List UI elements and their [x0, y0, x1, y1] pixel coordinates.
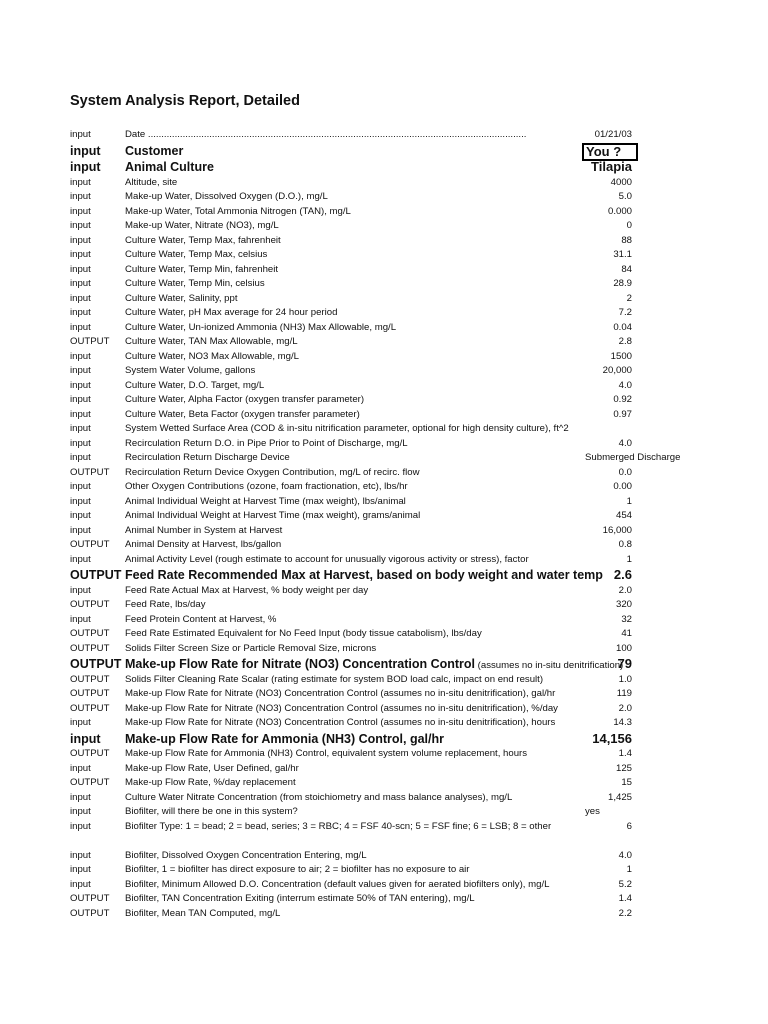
report-row [0, 567, 768, 583]
report-row [0, 878, 768, 892]
row-description: Culture Water, pH Max average for 24 hour period [125, 307, 338, 318]
row-description: Culture Water, Temp Max, celsius [125, 249, 268, 260]
report-row [0, 627, 768, 641]
row-description: Biofilter, Minimum Allowed D.O. Concentration (default values given for aerated biofilters only), mg/L [125, 878, 550, 890]
row-type: input [70, 864, 91, 875]
row-description: Biofilter, Dissolved Oxygen Concentration Entering, mg/L [125, 849, 367, 861]
row-type: input [70, 849, 91, 861]
row-value: 6 [626, 820, 632, 832]
row-value: 28.9 [613, 278, 632, 289]
row-description: Culture Water, Temp Max, fahrenheit [125, 234, 281, 246]
row-value: 0.97 [613, 408, 632, 420]
row-type: input [70, 481, 91, 492]
report-row [0, 159, 768, 175]
report-row [0, 892, 768, 906]
row-type: input [70, 553, 91, 565]
report-row [0, 642, 768, 656]
row-value: yes [585, 806, 600, 817]
row-value: 79 [617, 656, 632, 671]
row-type: OUTPUT [70, 702, 110, 714]
row-description: Culture Water, TAN Max Allowable, mg/L [125, 336, 298, 347]
row-description: Culture Water, D.O. Target, mg/L [125, 379, 265, 391]
row-type: input [70, 249, 91, 260]
report-row [0, 219, 768, 233]
row-type: input [70, 205, 91, 217]
row-type: input [70, 791, 91, 803]
row-description: Feed Rate Actual Max at Harvest, % body weight per day [125, 584, 369, 596]
report-row [0, 205, 768, 219]
row-type: input [70, 292, 91, 304]
row-description: Biofilter, Mean TAN Computed, mg/L [125, 907, 281, 919]
row-type: OUTPUT [70, 907, 110, 919]
row-type: input [70, 731, 101, 746]
row-type: input [70, 452, 91, 463]
report-row [0, 451, 768, 465]
row-description: Feed Protein Content at Harvest, % [125, 613, 277, 625]
row-value: 41 [621, 628, 632, 639]
report-row [0, 524, 768, 538]
row-value: 4.0 [618, 379, 632, 391]
row-value: 1 [626, 495, 632, 507]
row-description: Culture Water, Salinity, ppt [125, 292, 238, 304]
row-description: Animal Density at Harvest, lbs/gallon [125, 539, 282, 550]
row-description: Feed Rate Estimated Equivalent for No Feed Input (body tissue catabolism), lbs/day [125, 628, 482, 639]
row-value: 20,000 [602, 365, 632, 376]
report-row [0, 234, 768, 248]
report-row [0, 480, 768, 494]
row-value: 84 [621, 263, 632, 275]
row-description: Culture Water, Temp Min, fahrenheit [125, 263, 279, 275]
row-type: input [70, 321, 91, 333]
row-value: 320 [615, 599, 632, 610]
row-value: 454 [615, 510, 632, 521]
row-description: Make-up Flow Rate for Ammonia (NH3) Control, gal/hr [125, 731, 444, 746]
row-value: 5.0 [618, 191, 632, 202]
row-description: Solids Filter Screen Size or Particle Removal Size, microns [125, 642, 377, 654]
row-value: 1.4 [618, 748, 632, 759]
report-row [0, 834, 768, 848]
report-title: System Analysis Report, Detailed [70, 93, 300, 109]
row-value: 1 [626, 553, 632, 565]
row-description: Culture Water, Un-ionized Ammonia (NH3) Max Allowable, mg/L [125, 321, 397, 333]
row-type: input [70, 160, 101, 174]
row-description: Animal Number in System at Harvest [125, 524, 283, 536]
row-value: 0.92 [613, 394, 632, 405]
report-row [0, 422, 768, 436]
row-type: input [70, 584, 91, 596]
row-type: input [70, 613, 91, 625]
report-row [0, 437, 768, 451]
row-description: Animal Individual Weight at Harvest Time (max weight), lbs/animal [125, 495, 406, 507]
report-row [0, 263, 768, 277]
row-description: Make-up Water, Dissolved Oxygen (D.O.), mg/L [125, 191, 328, 202]
report-row [0, 495, 768, 509]
row-description: Culture Water, Beta Factor (oxygen transfer parameter) [125, 408, 360, 420]
report-row [0, 306, 768, 320]
row-description: Biofilter Type: 1 = bead; 2 = bead, series; 3 = RBC; 4 = FSF 40-scn; 5 = FSF fine; 6 = LSB; 8 = other [125, 820, 552, 832]
row-value: 14,156 [592, 730, 632, 746]
row-type: OUTPUT [70, 673, 110, 685]
row-type: input [70, 437, 91, 449]
row-description: Feed Rate, lbs/day [125, 599, 206, 610]
row-type: input [70, 878, 91, 890]
row-type: input [70, 143, 101, 158]
row-type: input [70, 365, 91, 376]
row-value: 32 [621, 613, 632, 625]
row-type: OUTPUT [70, 777, 110, 788]
row-value: 2.8 [618, 336, 632, 347]
report-row [0, 584, 768, 598]
row-type: input [70, 524, 91, 536]
row-type: OUTPUT [70, 688, 110, 699]
report-row [0, 379, 768, 393]
row-value: 7.2 [618, 307, 632, 318]
report-row [0, 687, 768, 701]
row-type: input [70, 307, 91, 318]
report-row [0, 849, 768, 863]
row-type: OUTPUT [70, 539, 110, 550]
row-value: 125 [615, 762, 632, 774]
row-type: input [70, 806, 91, 817]
report-row [0, 128, 768, 142]
row-type: input [70, 234, 91, 246]
row-value: 2 [626, 292, 632, 304]
report-row [0, 598, 768, 612]
row-value: 2.0 [618, 584, 632, 596]
row-value: 2.6 [613, 567, 632, 582]
row-value: 31.1 [613, 249, 632, 260]
report-row [0, 702, 768, 716]
report-row [0, 350, 768, 364]
row-description: Animal Individual Weight at Harvest Time (max weight), grams/animal [125, 510, 421, 521]
report-row [0, 292, 768, 306]
row-type: input [70, 263, 91, 275]
row-type: OUTPUT [70, 628, 110, 639]
report-row [0, 805, 768, 819]
row-description: System Water Volume, gallons [125, 365, 256, 376]
row-value: 0.04 [613, 321, 632, 333]
row-type: input [70, 408, 91, 420]
report-row [0, 613, 768, 627]
row-value: 4.0 [618, 437, 632, 449]
row-value: 1.0 [618, 673, 632, 685]
report-row [0, 248, 768, 262]
row-type: input [70, 350, 91, 362]
row-type: input [70, 762, 91, 774]
row-type: input [70, 820, 91, 832]
row-value: 0.000 [607, 205, 632, 217]
report-row [0, 731, 768, 747]
row-description: Culture Water, Temp Min, celsius [125, 278, 265, 289]
row-description: Customer [125, 143, 184, 158]
row-value: 2.2 [618, 907, 632, 919]
report-row [0, 791, 768, 805]
report-row [0, 364, 768, 378]
row-description: Biofilter, 1 = biofilter has direct exposure to air; 2 = biofilter has no exposure to air [125, 864, 470, 875]
report-row [0, 553, 768, 567]
row-description: System Wetted Surface Area (COD & in-situ nitrification parameter, optional for high density culture), ft^2 [125, 423, 569, 434]
row-description: Make-up Flow Rate for Nitrate (NO3) Concentration Control (assumes no in-situ denitrification) [125, 657, 624, 671]
customer-value-box: You ? [582, 143, 638, 161]
row-type: input [70, 278, 91, 289]
row-value: 119 [616, 688, 632, 699]
row-description: Make-up Water, Total Ammonia Nitrogen (TAN), mg/L [125, 205, 351, 217]
row-description: Make-up Flow Rate for Nitrate (NO3) Concentration Control (assumes no in-situ denitrification), hours [125, 717, 556, 728]
report-row [0, 143, 768, 159]
row-description: Make-up Flow Rate for Ammonia (NH3) Control, equivalent system volume replacement, hours [125, 748, 528, 759]
row-description: Make-up Water, Nitrate (NO3), mg/L [125, 220, 279, 231]
report-row [0, 762, 768, 776]
report-row [0, 716, 768, 730]
row-value: 100 [615, 642, 632, 654]
row-description: Date .............................................................................................................................................. [125, 129, 527, 140]
row-type: OUTPUT [70, 657, 122, 671]
row-value: 1,425 [607, 791, 632, 803]
row-type: input [70, 394, 91, 405]
row-description: Biofilter, TAN Concentration Exiting (interrum estimate 50% of TAN entering), mg/L [125, 893, 475, 904]
row-type: input [70, 423, 91, 434]
row-description: Animal Activity Level (rough estimate to account for unusually vigorous activity or stress), factor [125, 553, 529, 565]
row-type: OUTPUT [70, 893, 110, 904]
row-description: Recirculation Return Discharge Device [125, 452, 290, 463]
row-description: Animal Culture [125, 160, 214, 174]
row-type: input [70, 191, 91, 202]
row-value: 01/21/03 [594, 129, 632, 140]
report-row [0, 393, 768, 407]
row-type: OUTPUT [70, 748, 110, 759]
row-description: Culture Water, NO3 Max Allowable, mg/L [125, 350, 299, 362]
report-row [0, 907, 768, 921]
row-value: 15 [621, 777, 632, 788]
row-description: Biofilter, will there be one in this system? [125, 806, 298, 817]
row-value: 2.0 [618, 702, 632, 714]
row-value: 1.4 [618, 893, 632, 904]
report-row [0, 673, 768, 687]
report-row [0, 820, 768, 834]
row-description: Other Oxygen Contributions (ozone, foam fractionation, etc), lbs/hr [125, 481, 408, 492]
row-value: 4000 [610, 176, 632, 188]
row-value: 1 [626, 864, 632, 875]
row-type: input [70, 495, 91, 507]
row-type: input [70, 220, 91, 231]
report-row [0, 466, 768, 480]
row-type: OUTPUT [70, 568, 122, 582]
row-description: Culture Water, Alpha Factor (oxygen transfer parameter) [125, 394, 365, 405]
row-type: input [70, 717, 91, 728]
row-description: Recirculation Return D.O. in Pipe Prior to Point of Discharge, mg/L [125, 437, 408, 449]
report-row [0, 176, 768, 190]
row-value: 5.2 [618, 878, 632, 890]
row-value: 0 [626, 220, 632, 231]
row-type: input [70, 129, 91, 140]
row-description: Recirculation Return Device Oxygen Contribution, mg/L of recirc. flow [125, 466, 420, 478]
row-value: 0.0 [618, 466, 632, 478]
row-description: Altitude, site [125, 176, 178, 188]
row-value: Tilapia [591, 159, 632, 174]
row-type: OUTPUT [70, 599, 110, 610]
report-row [0, 321, 768, 335]
row-type: input [70, 510, 91, 521]
row-value: 88 [621, 234, 632, 246]
row-description: Make-up Flow Rate for Nitrate (NO3) Concentration Control (assumes no in-situ denitrification), gal/hr [125, 688, 556, 699]
row-description: Make-up Flow Rate, %/day replacement [125, 777, 296, 788]
row-type: input [70, 379, 91, 391]
row-description: Feed Rate Recommended Max at Harvest, based on body weight and water temp [125, 568, 603, 582]
row-type: OUTPUT [70, 336, 110, 347]
row-value: 0.00 [613, 481, 632, 492]
report-row [0, 408, 768, 422]
report-row [0, 277, 768, 291]
row-description: Solids Filter Cleaning Rate Scalar (rating estimate for system BOD load calc, impact on end result) [125, 673, 544, 685]
row-description: Make-up Flow Rate for Nitrate (NO3) Concentration Control (assumes no in-situ denitrification), %/day [125, 702, 558, 714]
row-value: 16,000 [602, 524, 632, 536]
row-type: OUTPUT [70, 466, 110, 478]
report-row [0, 776, 768, 790]
row-value: 14.3 [613, 717, 632, 728]
report-row [0, 190, 768, 204]
row-value: Submerged Discharge [585, 452, 681, 463]
report-row [0, 656, 768, 672]
row-type: OUTPUT [70, 642, 110, 654]
row-type: input [70, 176, 91, 188]
report-row [0, 747, 768, 761]
row-value: 0.8 [618, 539, 632, 550]
row-value: 1500 [610, 350, 632, 362]
row-description: Culture Water Nitrate Concentration (from stoichiometry and mass balance analyses), mg/L [125, 791, 513, 803]
report-row [0, 335, 768, 349]
report-row [0, 509, 768, 523]
row-description: Make-up Flow Rate, User Defined, gal/hr [125, 762, 299, 774]
report-row [0, 538, 768, 552]
report-row [0, 863, 768, 877]
row-value: 4.0 [618, 849, 632, 861]
row-note: (assumes no in-situ denitrification) [475, 660, 624, 671]
